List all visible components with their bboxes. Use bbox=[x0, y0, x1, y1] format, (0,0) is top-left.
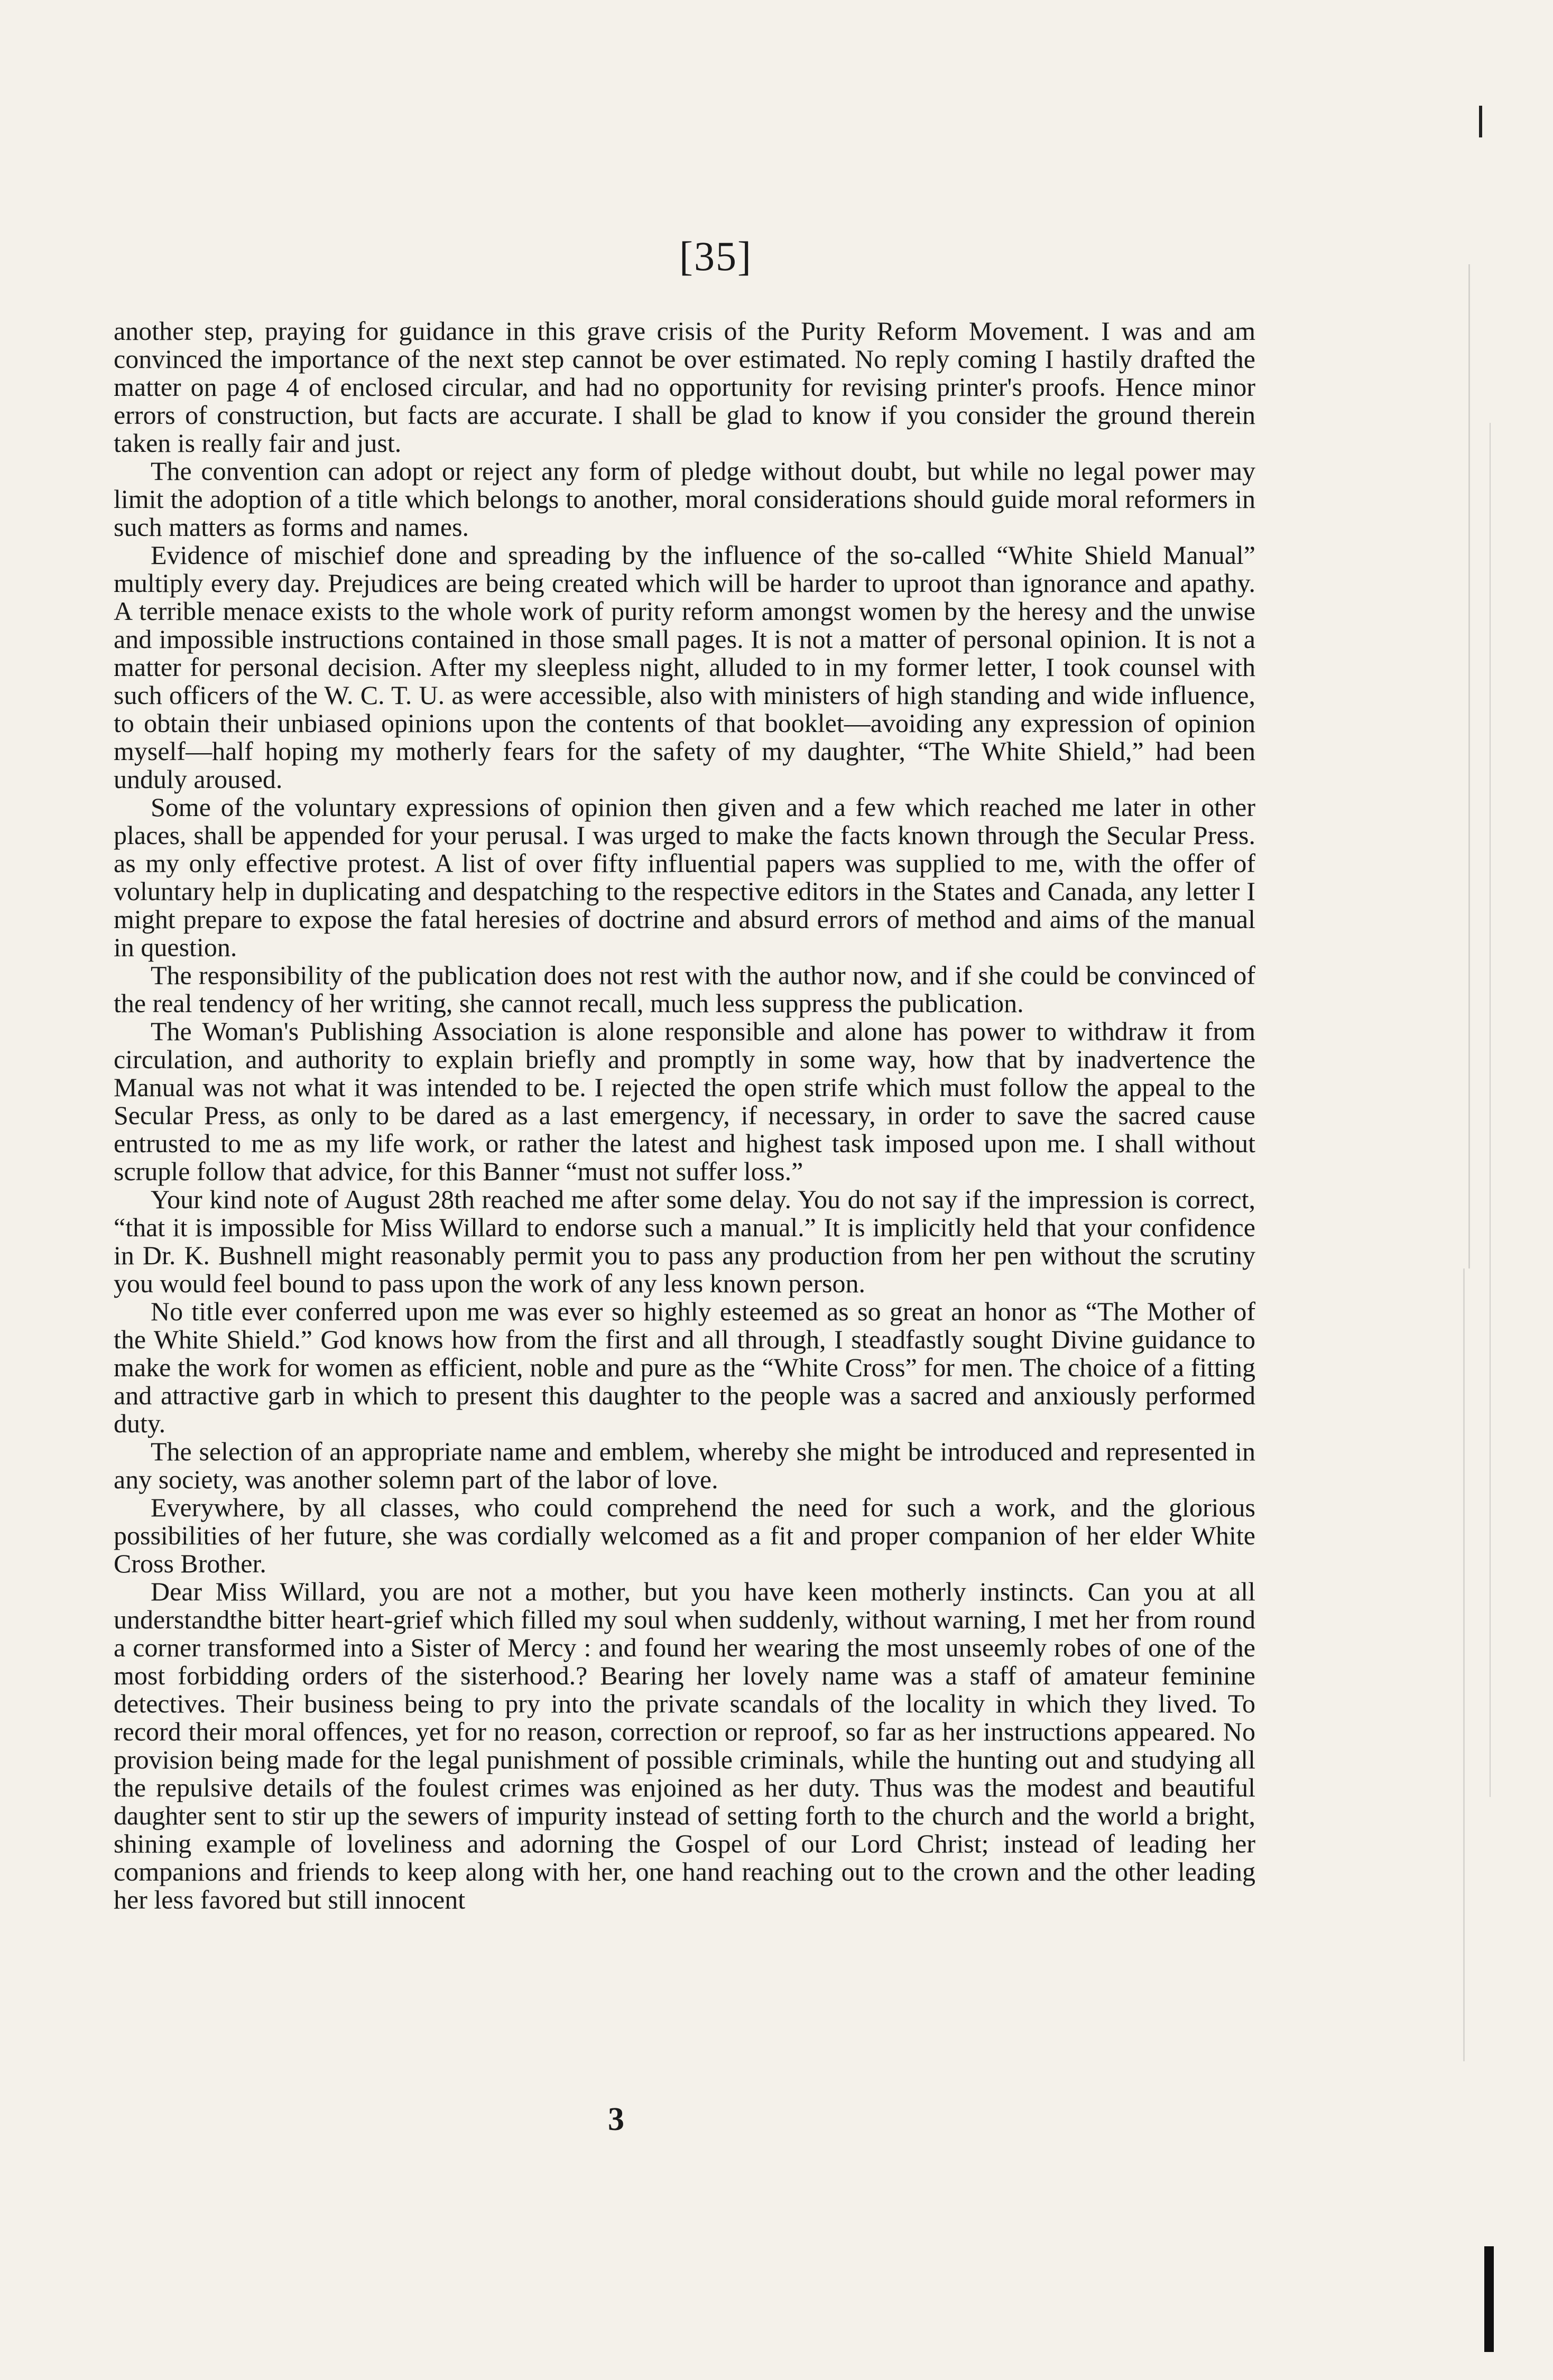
scan-edge-noise bbox=[1447, 106, 1553, 2352]
paragraph: The selection of an appropriate name and emblem, whereby she might be introduced and represented in any society, was another solemn part of the labor of love. bbox=[114, 1437, 1255, 1494]
paragraph: Some of the voluntary expressions of opinion then given and a few which reached me later in other places, shall be appended for your perusal. I was urged to make the facts known through the Secular Press. as my only effective protest. A list of over fifty influential papers was supplied to me, with the offer of voluntary help in duplicating and despatching to the respective editors in the States and Canada, any letter I might prepare to expose the fatal heresies of doctrine and absurd errors of method and aims of the manual in question. bbox=[114, 792, 1255, 962]
paragraph: The convention can adopt or reject any form of pledge without doubt, but while no legal power may limit the adoption of a title which belongs to another, moral considerations should guide moral reformers in such matters as forms and names. bbox=[114, 456, 1255, 542]
paragraph: another step, praying for guidance in this grave crisis of the Purity Reform Movement. I was and am convinced the importance of the next step cannot be over estimated. No reply coming I hastily drafted the matter on page 4 of enclosed circular, and had no opportunity for revising printer's proofs. Hence minor errors of construction, but facts are accurate. I shall be glad to know if you consider the ground therein taken is really fair and just. bbox=[114, 316, 1255, 458]
paragraph: Your kind note of August 28th reached me after some delay. You do not say if the impression is correct, “that it is impossible for Miss Willard to endorse such a manual.” It is implicitly held that your confidence in Dr. K. Bushnell might reasonably permit you to pass any production from her pen without the scrutiny you would feel bound to pass upon the work of any less known person. bbox=[114, 1184, 1255, 1298]
paragraph: Everywhere, by all classes, who could comprehend the need for such a work, and the glorious possibilities of her future, she was cordially welcomed as a fit and proper companion of her elder White Cross Brother. bbox=[114, 1493, 1255, 1578]
signature-mark: 3 bbox=[608, 2101, 624, 2137]
text-block bbox=[114, 317, 1255, 1914]
paragraph: No title ever conferred upon me was ever so highly esteemed as so great an honor as “The Mother of the White Shield.” God knows how from the first and all through, I steadfastly sought Divine guidance to make the work for women as efficient, noble and pure as the “White Cross” for men. The choice of a fitting and attractive garb in which to present this daughter to the people was a sacred and anxiously performed duty. bbox=[114, 1297, 1255, 1438]
page-number: [35] bbox=[679, 233, 752, 279]
paragraph: The Woman's Publishing Association is alone responsible and alone has power to withdraw it from circulation, and authority to explain briefly and promptly in some way, how that by inadvertence the Manual was not what it was intended to be. I rejected the open strife which must follow the appeal to the Secular Press, as only to be dared as a last emergency, if necessary, in order to save the sacred cause entrusted to me as my life work, or rather the latest and highest task imposed upon me. I shall without scruple follow that advice, for this Banner “must not suffer loss.” bbox=[114, 1016, 1255, 1186]
paragraph: Dear Miss Willard, you are not a mother, but you have keen motherly instincts. Can you at all understandthe bitter heart-grief which filled my soul when suddenly, without warning, I met her from round a corner transformed into a Sister of Mercy : and found her wearing the most unseemly robes of one of the most forbidding orders of the sisterhood.? Bearing her lovely name was a staff of amateur feminine detectives. Their business being to pry into the private scandals of the locality in which they lived. To record their moral offences, yet for no reason, correction or reproof, so far as her instructions appeared. No provision being made for the legal punishment of possible criminals, while the hunting out and studying all the repulsive details of the foulest crimes was enjoined as her duty. Thus was the modest and beautiful daughter sent to stir up the sewers of impurity instead of setting forth to the church and the world a bright, shining example of loveliness and adorning the Gospel of our Lord Christ; instead of leading her companions and friends to keep along with her, one hand reaching out to the crown and the other leading her less favored but still innocent bbox=[114, 1577, 1255, 1914]
paragraph: The responsibility of the publication does not rest with the author now, and if she could be convinced of the real tendency of her writing, she cannot recall, much less suppress the publication. bbox=[114, 960, 1255, 1018]
paragraph: Evidence of mischief done and spreading by the influence of the so-called “White Shield Manual” multiply every day. Prejudices are being created which will be harder to uproot than ignorance and apathy. A terrible menace exists to the whole work of purity reform amongst women by the heresy and the unwise and impossible instructions contained in those small pages. It is not a matter of personal opinion. It is not a matter for personal decision. After my sleepless night, alluded to in my former letter, I took counsel with such officers of the W. C. T. U. as were accessible, also with ministers of high standing and wide influence, to obtain their unbiased opinions upon the contents of that booklet—avoiding any expression of opinion myself—half hoping my motherly fears for the safety of my daughter, “The White Shield,” had been unduly aroused. bbox=[114, 540, 1255, 794]
